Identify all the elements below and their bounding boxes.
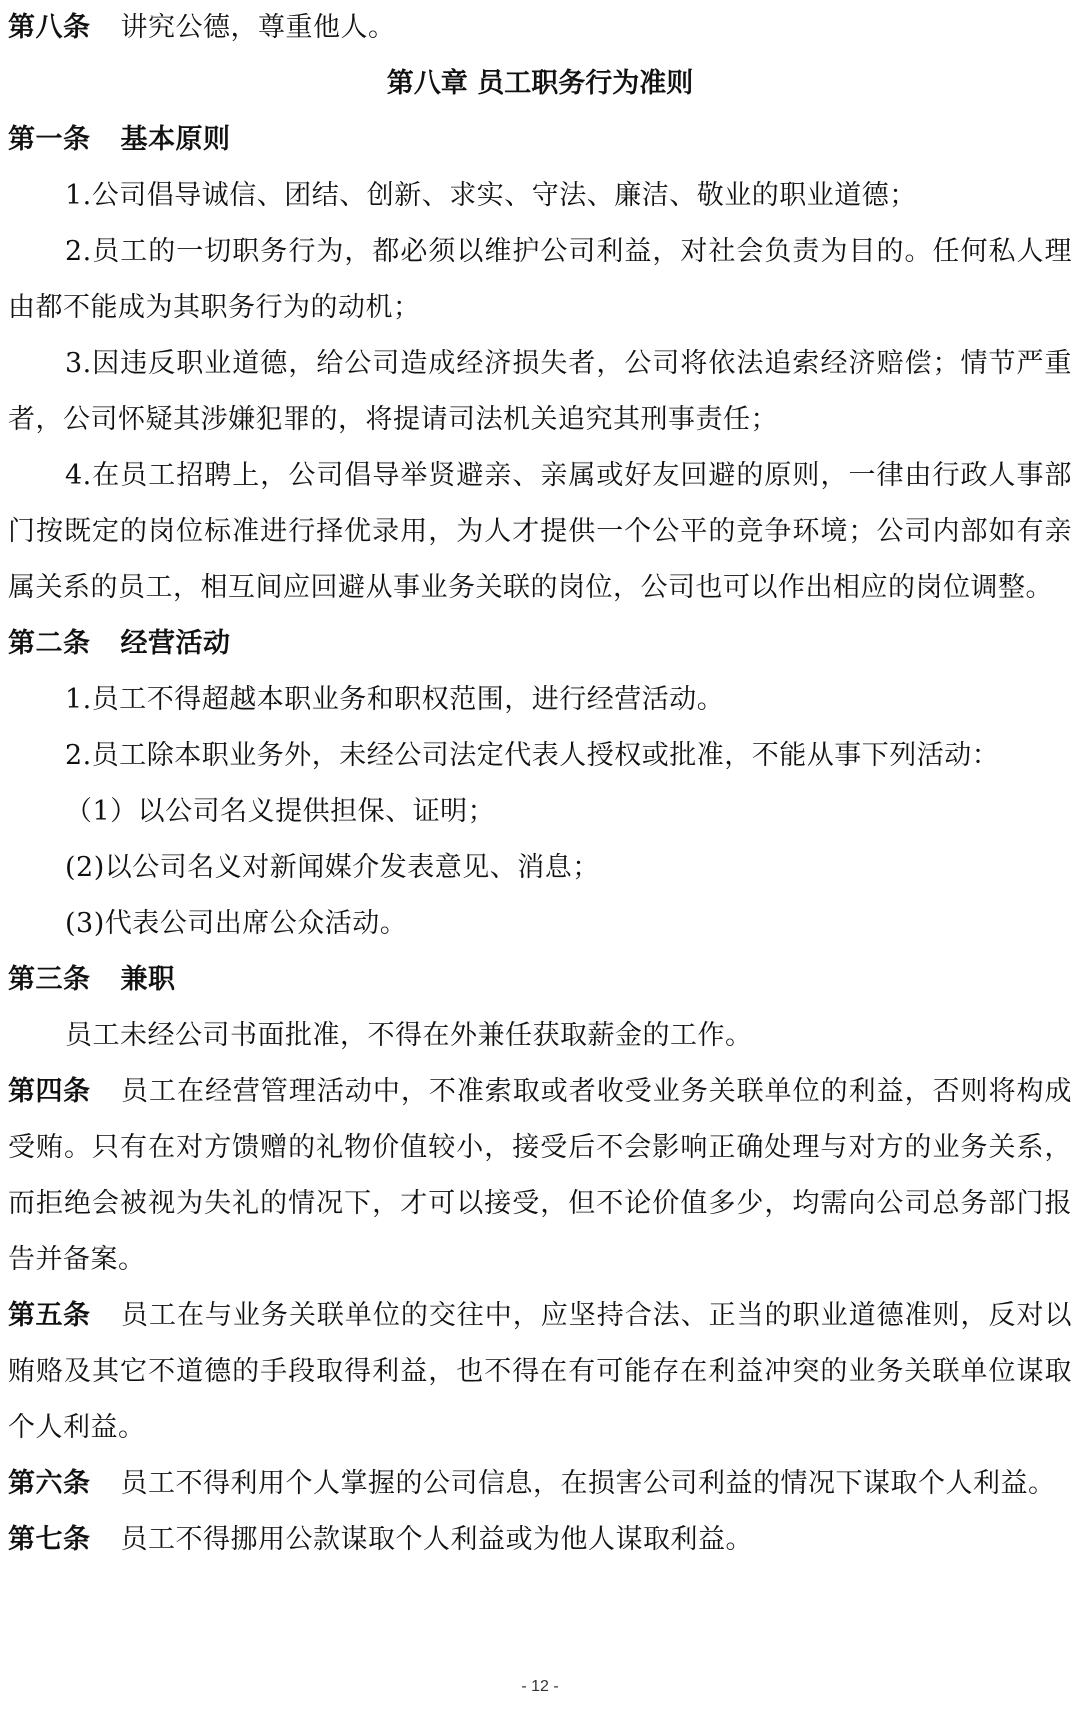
list-item: (2)以公司名义对新闻媒介发表意见、消息；	[65, 852, 600, 883]
article-label: 第三条	[8, 964, 91, 995]
article-heading	[8, 952, 1072, 1008]
article-text: 员工在经营管理活动中，不准索取或者收受业务关联单位的利益，否则将构成受贿。只有在对方馈赠的礼物价值较小，接受后不会影响正确处理与对方的业务关系，而拒绝会被视为失礼的情况下，才可以接受，但不论价值多少，均需向公司总务部门报告并备案。	[8, 1076, 1072, 1275]
article-paragraph	[8, 1288, 1072, 1456]
paragraph: 2.员工的一切职务行为，都必须以维护公司利益，对社会负责为目的。任何私人理由都不能成为其职务行为的动机；	[8, 236, 1072, 323]
article-label: 第二条	[8, 628, 91, 659]
document-body	[8, 0, 1072, 1568]
article-label: 第六条	[8, 1468, 91, 1499]
list-item: (3)代表公司出席公众活动。	[65, 908, 408, 939]
page-number: - 12 -	[521, 1678, 559, 1695]
article-paragraph	[8, 1064, 1072, 1288]
article-text: 员工不得挪用公款谋取个人利益或为他人谋取利益。	[120, 1524, 753, 1555]
article-label: 第五条	[8, 1300, 91, 1331]
list-item: （1）以公司名义提供担保、证明；	[65, 796, 496, 827]
article-label: 第四条	[8, 1076, 91, 1107]
article-label: 第一条	[8, 124, 91, 155]
article-paragraph	[8, 1512, 1072, 1568]
article-heading	[8, 616, 1072, 672]
article-heading	[8, 112, 1072, 168]
article-text: 员工在与业务关联单位的交往中，应坚持合法、正当的职业道德准则，反对以贿赂及其它不道德的手段取得利益，也不得在有可能存在利益冲突的业务关联单位谋取个人利益。	[8, 1300, 1072, 1443]
article-title: 基本原则	[120, 124, 231, 155]
article-8-line	[8, 0, 1072, 56]
paragraph: 1.公司倡导诚信、团结、创新、求实、守法、廉洁、敬业的职业道德；	[65, 180, 917, 211]
article-text: 员工不得利用个人掌握的公司信息，在损害公司利益的情况下谋取个人利益。	[120, 1468, 1056, 1499]
paragraph: 员工未经公司书面批准，不得在外兼任获取薪金的工作。	[65, 1020, 753, 1051]
article-paragraph	[8, 1456, 1072, 1512]
paragraph: 3.因违反职业道德，给公司造成经济损失者，公司将依法追索经济赔偿；情节严重者，公司怀疑其涉嫌犯罪的，将提请司法机关追究其刑事责任；	[8, 348, 1072, 435]
paragraph: 1.员工不得超越本职业务和职权范围，进行经营活动。	[65, 684, 725, 715]
article-title: 兼职	[120, 964, 176, 995]
article-label: 第八条	[8, 12, 91, 43]
article-text: 讲究公德，尊重他人。	[120, 12, 396, 43]
chapter-title: 第八章 员工职务行为准则	[386, 68, 694, 99]
paragraph: 2.员工除本职业务外，未经公司法定代表人授权或批准，不能从事下列活动：	[65, 740, 1000, 771]
article-label: 第七条	[8, 1524, 91, 1555]
paragraph: 4.在员工招聘上，公司倡导举贤避亲、亲属或好友回避的原则，一律由行政人事部门按既定的岗位标准进行择优录用，为人才提供一个公平的竞争环境；公司内部如有亲属关系的员工，相互间应回避从事业务关联的岗位，公司也可以作出相应的岗位调整。	[8, 460, 1072, 603]
article-title: 经营活动	[120, 628, 231, 659]
